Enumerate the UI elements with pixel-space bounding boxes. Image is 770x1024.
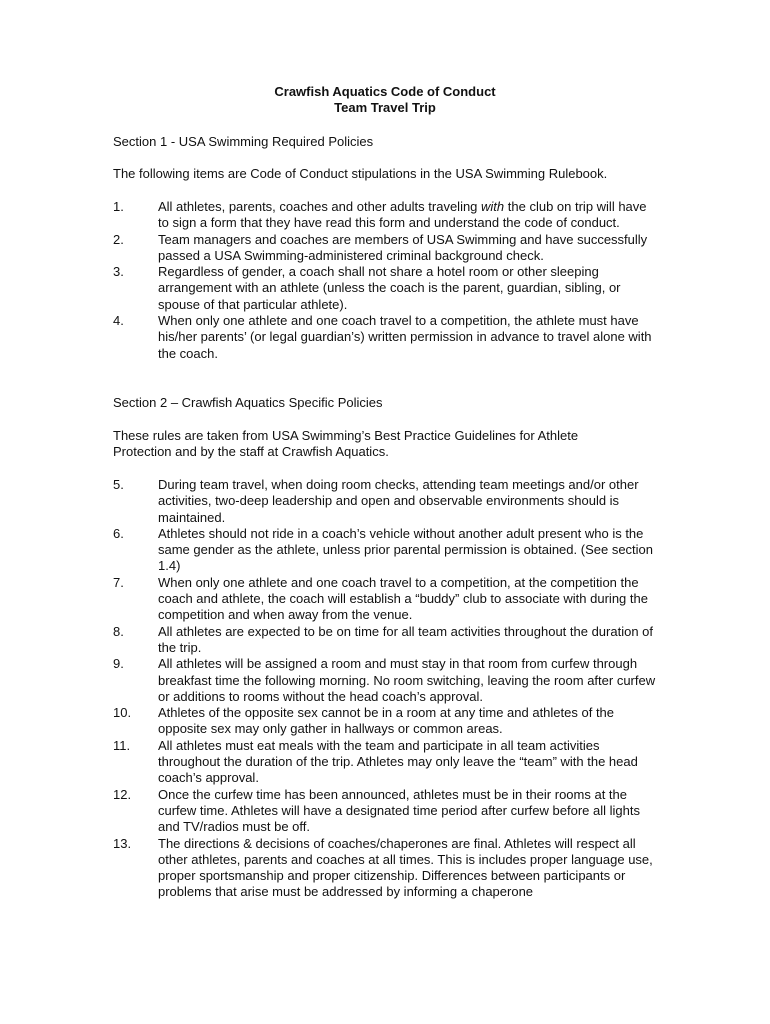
list-item-number: 12. [113, 786, 132, 802]
list-item-text: Athletes of the opposite sex cannot be in a room at any time and athletes of the opposite sex may only gather in hallways or common areas. [158, 705, 615, 737]
list-item [113, 705, 658, 738]
list-item-text: All athletes will be assigned a room and must stay in that room from curfew through breakfast time the following morning. No room switching, leaving the room after curfew or additions to rooms without the head coach’s approval. [158, 656, 656, 704]
section2-intro: These rules are taken from USA Swimming’s Best Practice Guidelines for Athlete Protection and by the staff at Crawfish Aquatics. [113, 428, 579, 460]
list-item-number: 10. [113, 705, 132, 721]
list-item-text: Team managers and coaches are members of USA Swimming and have successfully passed a USA Swimming-administered criminal background check. [158, 231, 648, 263]
emphasis-text: with [481, 199, 505, 214]
list-item [113, 738, 658, 787]
section1-heading: Section 1 - USA Swimming Required Policies [113, 134, 374, 149]
list-item-text: All athletes are expected to be on time for all team activities throughout the duration of the trip. [158, 623, 654, 655]
list-item-text [158, 199, 658, 232]
list-item [113, 264, 658, 313]
list-item [113, 313, 658, 362]
list-item [113, 477, 658, 526]
list-item-text: The directions & decisions of coaches/chaperones are final. Athletes will respect all other athletes, parents and coaches at all times. This is includes proper language use, proper sportsmanship and proper citizenship. Differences between participants or problems that arise must be addressed by informing a chaperone [158, 835, 653, 900]
list-item [113, 624, 658, 657]
document-subtitle: Team Travel Trip [334, 100, 436, 116]
list-item-number: 4. [113, 313, 124, 329]
list-item [113, 656, 658, 705]
list-item-text: All athletes must eat meals with the team and participate in all team activities throughout the duration of the trip. Athletes may only leave the “team” with the head coach’s approval. [158, 737, 638, 786]
list-item-text: Once the curfew time has been announced, athletes must be in their rooms at the curfew time. Athletes will have a designated time period after curfew before all lights and TV/radios must be off. [158, 786, 640, 835]
list-item-number: 1. [113, 199, 124, 214]
list-item-text: Regardless of gender, a coach shall not share a hotel room or other sleeping arrangement with an athlete (unless the coach is the parent, guardian, sibling, or spouse of that particular athlete). [158, 264, 621, 312]
list-item-text: When only one athlete and one coach travel to a competition, the athlete must have his/her parents’ (or legal guardian’s) written permission in advance to travel alone with the coach. [158, 313, 652, 361]
list-item-number: 2. [113, 231, 124, 247]
list-item [113, 526, 658, 575]
section1-list [113, 199, 658, 362]
text-fragment: All athletes, parents, coaches and other adults traveling [158, 199, 482, 214]
section1-intro: The following items are Code of Conduct stipulations in the USA Swimming Rulebook. [113, 166, 608, 181]
list-item [113, 199, 658, 232]
list-item-text: During team travel, when doing room checks, attending team meetings and/or other activities, two-deep leadership and open and observable environments should is maintained. [158, 477, 639, 525]
list-item-number: 8. [113, 623, 124, 639]
title-block [0, 84, 770, 117]
list-item-number: 6. [113, 525, 124, 541]
list-item [113, 232, 658, 265]
section2-heading: Section 2 – Crawfish Aquatics Specific Policies [113, 395, 383, 410]
list-item-text: Athletes should not ride in a coach’s vehicle without another adult present who is the same gender as the athlete, unless prior parental permission is obtained. (See section 1.4) [158, 525, 654, 574]
list-item-number: 9. [113, 656, 124, 672]
list-item [113, 836, 658, 901]
list-item-number: 3. [113, 264, 124, 280]
list-item [113, 787, 658, 836]
list-item-number: 13. [113, 835, 132, 851]
list-item-number: 11. [113, 737, 131, 753]
text-fragment: the club on trip will have to sign a form that they have read this form and understand the code of conduct. [158, 199, 647, 231]
section2-list [113, 477, 658, 901]
document-title: Crawfish Aquatics Code of Conduct [274, 84, 496, 99]
list-item-text: When only one athlete and one coach travel to a competition, at the competition the coach and athlete, the coach will establish a “buddy” club to associate with during the competition and when away from the venue. [158, 574, 648, 623]
list-item [113, 575, 658, 624]
list-item-number: 5. [113, 477, 124, 492]
list-item-number: 7. [113, 574, 124, 590]
